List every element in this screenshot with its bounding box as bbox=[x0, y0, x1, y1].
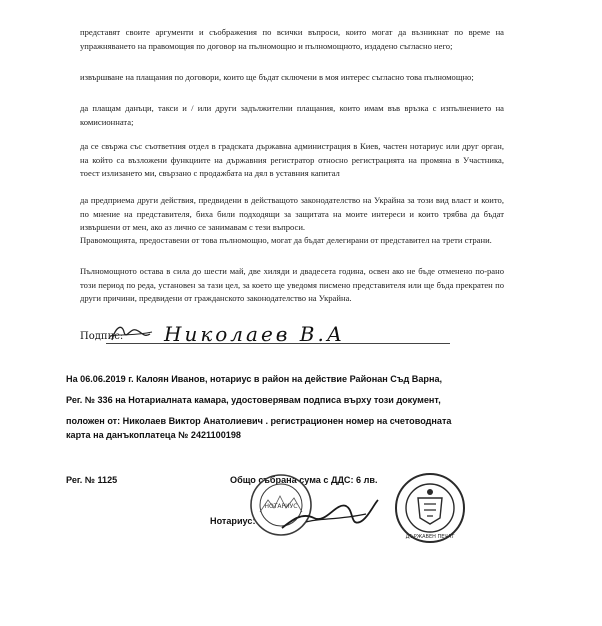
state-seal-icon bbox=[394, 472, 466, 544]
paragraph-payments: извършване на плащания по договори, които ще бъдат сключени в моя интерес съгласно това пълномощно; bbox=[80, 72, 474, 82]
signature-scribble-icon bbox=[108, 322, 154, 346]
cert-line-registration: Рег. № 336 на Нотариалната камара, удостоверявам подписа върху този документ, bbox=[66, 395, 441, 405]
cert-line-signed-by: положен от: Николаев Виктор Анатолиевич . регистрационен номер на счетоводната bbox=[66, 416, 452, 426]
notary-signature-icon bbox=[276, 492, 382, 538]
paragraph-taxes: да плащам данъци, такси и / или други задължителни плащания, които имам във връзка с изпълнението на комисионната; bbox=[80, 103, 504, 127]
signature-handwritten: Николаев В.А bbox=[164, 322, 345, 346]
svg-text:ДЪРЖАВЕН ПЕЧАТ: ДЪРЖАВЕН ПЕЧАТ bbox=[405, 534, 455, 540]
cert-line-date-notary: На 06.06.2019 г. Калоян Иванов, нотариус в район на действие Районан Съд Варна, bbox=[66, 374, 443, 384]
notary-label: Нотариус: bbox=[210, 516, 256, 526]
fee-total: Общо събрана сума с ДДС: 6 лв. bbox=[230, 475, 378, 485]
signature-label: Подпис: bbox=[80, 331, 124, 342]
paragraph-other-actions: да предприема други действия, предвидени в действащото законодателство на Украйна за този вид власт и които, по мнение на представителя, биха били подходящи за защитата на моите интереси и които трябва да бъдат извършени от мен, ако аз лично се занимавам с тези въпроси. bbox=[80, 195, 504, 233]
paragraph-arguments: представят своите аргументи и съображения по всички въпроси, които могат да възникнат по време на упражняването на правомощия по договор на пълномощно и пълномощното, издадено съгласно него; bbox=[80, 27, 504, 51]
paragraph-delegation: Правомощията, предоставени от това пълномощно, могат да бъдат делегирани от представител на трети страни. bbox=[80, 235, 492, 245]
cert-line-taxpayer: карта на данъкоплатеца № 2421100198 bbox=[66, 430, 241, 440]
paragraph-registration: да се свържа със съответния отдел в градската държавна администрация в Киев, частен нотариус или друг орган, на който са възложени функциите на държавния регистратор относно регистрацията на промяна в Участника, тоест излизането ми, свързано с продажбата на дял в уставния капитал bbox=[80, 141, 504, 179]
svg-text:НОТАРИУС: НОТАРИУС bbox=[264, 503, 298, 510]
paragraph-validity: Пълномощното остава в сила до шести май, две хиляди и двадесета година, освен ако не бъде отменено по-рано този период по реда, установен за тази цел, за което ще уведомя писмено представителя или ще бъда прекратен по други причини, предвидени от гражданското законодателство на Украйна. bbox=[80, 266, 504, 304]
registry-number: Рег. № 1125 bbox=[66, 475, 118, 485]
